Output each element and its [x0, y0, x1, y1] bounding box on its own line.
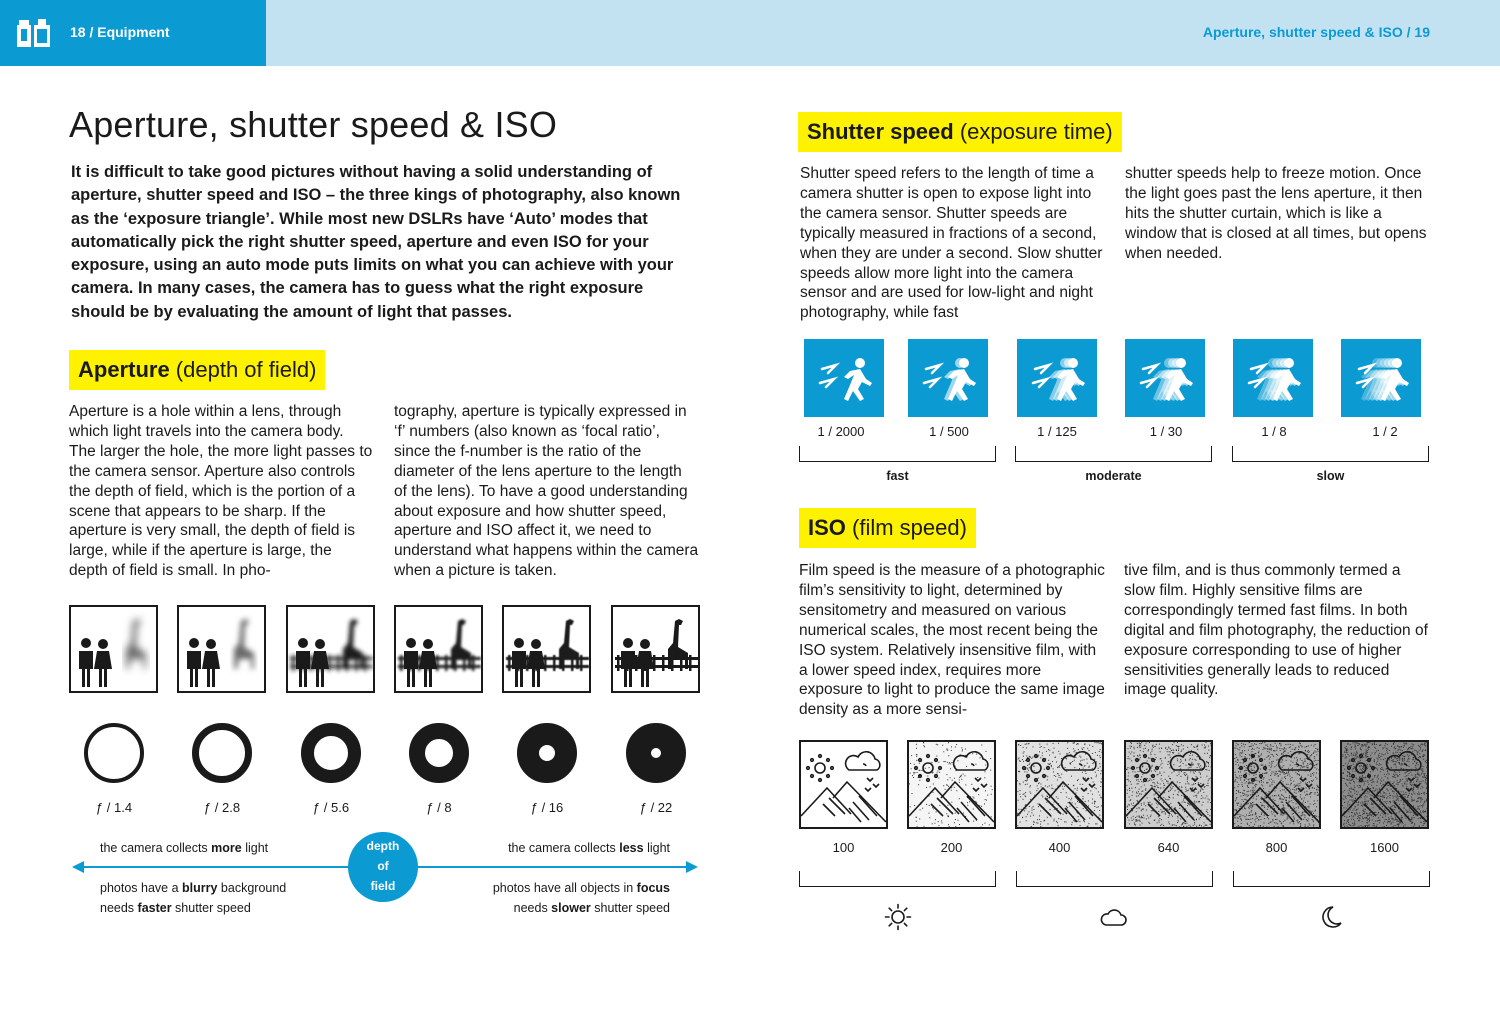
mountain-landscape-icon: [799, 740, 888, 829]
iso-value-label: 400: [1048, 840, 1071, 855]
moderate-label: moderate: [1085, 469, 1142, 483]
shutter-speed-label: 1 / 8: [1261, 424, 1287, 439]
all-in-focus-note: photos have all objects in focus: [492, 881, 670, 895]
fstop-label: ƒ / 8: [426, 800, 452, 815]
fstop-label: ƒ / 22: [639, 800, 673, 815]
fast-bracket: [799, 446, 996, 462]
aperture-ring: [626, 723, 686, 783]
blurry-background-note: photos have a blurry background: [100, 881, 287, 895]
shutter-speed-label: 1 / 30: [1149, 424, 1183, 439]
aperture-text-col2: tography, aperture is typically expressed in ‘f’ numbers (also known as ‘focal ratio’, since the f-number is the ratio of the diameter of the lens aperture to the length of the lens). To have a good understanding about exposure and how shutter speed, aperture and ISO affect it, we need to understand what happens within the camera when a picture is taken.: [394, 403, 699, 580]
cloudy-bracket: [1016, 871, 1213, 887]
shutter-speed-label: 1 / 125: [1037, 424, 1077, 439]
depth-of-field-frame: [177, 605, 266, 693]
running-figure-icon: [908, 339, 988, 417]
page-number-right: Aperture, shutter speed & ISO / 19: [1202, 24, 1430, 40]
sun-icon: [884, 903, 912, 931]
depth-of-field-frame: [611, 605, 700, 693]
aperture-ring: [517, 723, 577, 783]
mountain-landscape-icon: [907, 740, 996, 829]
film-canister-icon: [16, 17, 52, 49]
iso-value-label: 100: [832, 840, 855, 855]
cloud-icon: [1099, 907, 1127, 927]
fast-label: fast: [886, 469, 909, 483]
fstop-label: ƒ / 16: [530, 800, 564, 815]
depth-of-field-label: depth of field: [366, 839, 400, 893]
shutter-speed-label: 1 / 500: [929, 424, 969, 439]
moderate-bracket: [1015, 446, 1212, 462]
aperture-ring: [192, 723, 252, 783]
intro-paragraph: It is difficult to take good pictures without having a solid understanding of aperture, shutter speed and ISO – the three kings of photography, also known as the ‘exposure triangle’. While most new DSLRs have ‘Auto’ modes that automatically pick the right shutter speed, aperture and even ISO for your exposure, using an auto mode puts limits on what you can achieve with your camera. In many cases, the camera has to guess what the right exposure should be by evaluating the amount of light that passes.: [71, 163, 681, 321]
shutter-text-col2: shutter speeds help to freeze motion. Once the light goes past the lens aperture, it then hits the shutter curtain, which is like a window that is closed at all times, but opens when needed.: [1125, 165, 1427, 262]
more-light-note: the camera collects more light: [100, 841, 269, 855]
mountain-landscape-icon: [1340, 740, 1429, 829]
iso-value-label: 640: [1157, 840, 1180, 855]
bright-bracket: [799, 871, 996, 887]
fstop-label: ƒ / 1.4: [95, 800, 133, 815]
depth-of-field-frame: [286, 605, 375, 693]
mountain-landscape-icon: [1232, 740, 1321, 829]
running-figure-icon: [1125, 339, 1205, 417]
aperture-ring: [301, 723, 361, 783]
running-figure-icon: [1017, 339, 1097, 417]
running-figure-icon: [804, 339, 884, 417]
fstop-label: ƒ / 5.6: [312, 800, 350, 815]
aperture-text-col1: Aperture is a hole within a lens, through which light travels into the camera body. The larger the hole, the more light passes to the camera sensor. Aperture also controls the depth of field, which is the portion of a scene that appears to be sharp. If the aperture is very small, the depth of field is large, while if the aperture is large, the depth of field is small. In pho-: [69, 403, 373, 580]
moon-icon: [1321, 905, 1343, 929]
mountain-landscape-icon: [1124, 740, 1213, 829]
shutter-speed-label: 1 / 2000: [817, 424, 865, 439]
night-bracket: [1233, 871, 1430, 887]
depth-of-field-frame: [394, 605, 483, 693]
page-title: Aperture, shutter speed & ISO: [69, 104, 558, 145]
mountain-landscape-icon: [1015, 740, 1104, 829]
running-figure-icon: [1341, 339, 1421, 417]
aperture-ring: [409, 723, 469, 783]
slower-shutter-note: needs slower shutter speed: [513, 901, 670, 915]
iso-value-label: 200: [940, 840, 963, 855]
depth-of-field-frame: [69, 605, 158, 693]
shutter-text-col1: Shutter speed refers to the length of time a camera shutter is open to expose light into the camera sensor. Shutter speeds are typically measured in fractions of a second, when they are under a second. Slow shutter speeds allow more light into the camera sensor and are used for low-light and night photography, while fast: [800, 165, 1103, 322]
aperture-heading: Aperture (depth of field): [69, 350, 325, 390]
faster-shutter-note: needs faster shutter speed: [100, 901, 251, 915]
depth-of-field-frame: [502, 605, 591, 693]
slow-label: slow: [1316, 469, 1345, 483]
iso-text-col2: tive film, and is thus commonly termed a slow film. Highly sensitive films are correspondingly termed fast films. In both digital and film photography, the reduction of exposure corresponding to use of higher sensitivities generally leads to reduced image quality.: [1124, 562, 1428, 699]
less-light-note: the camera collects less light: [508, 841, 670, 855]
shutter-speed-heading: Shutter speed (exposure time): [798, 112, 1122, 152]
running-figure-icon: [1233, 339, 1313, 417]
aperture-ring: [84, 723, 144, 783]
iso-heading: ISO (film speed): [799, 508, 976, 548]
iso-value-label: 1600: [1370, 840, 1399, 855]
shutter-speed-label: 1 / 2: [1372, 424, 1398, 439]
iso-text-col1: Film speed is the measure of a photographic film’s sensitivity to light, determined by sensitometry and measured on various numerical scales, the most recent being the ISO system. Relatively insensitive film, with a lower speed index, requires more exposure to light to produce the same image density as a more sensi-: [799, 562, 1105, 719]
slow-bracket: [1232, 446, 1429, 462]
fstop-label: ƒ / 2.8: [203, 800, 241, 815]
iso-value-label: 800: [1265, 840, 1288, 855]
page-number-left: 18 / Equipment: [70, 24, 170, 40]
